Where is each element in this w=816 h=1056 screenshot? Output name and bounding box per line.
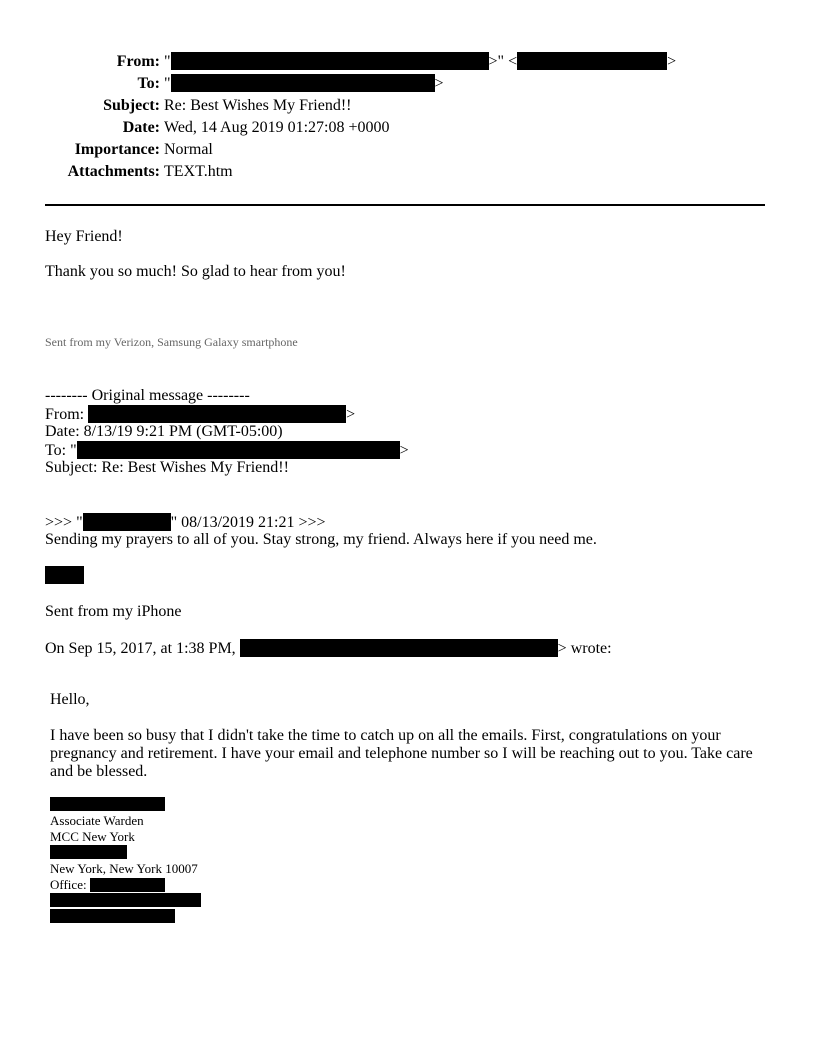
from-mid: >" < [488, 53, 518, 70]
redaction-bar [171, 74, 435, 92]
redaction-bar [88, 405, 346, 423]
from-row [0, 51, 816, 73]
reply-signature: Sent from my Verizon, Samsung Galaxy smartphone [45, 335, 298, 349]
header-divider [45, 204, 765, 206]
to-row [0, 73, 816, 95]
date-label: Date: [122, 119, 160, 136]
subject-row [0, 95, 816, 117]
importance-row [0, 139, 816, 161]
attachments-label: Attachments: [67, 163, 160, 180]
original-subject: Subject: Re: Best Wishes My Friend!! [45, 459, 289, 476]
redaction-bar [90, 878, 165, 892]
quoted-suffix: " 08/13/2019 21:21 >>> [170, 514, 326, 531]
importance-value: Normal [164, 141, 213, 158]
from-open-quote: " [164, 53, 171, 70]
attachments-row [0, 161, 816, 183]
redaction-bar [77, 441, 400, 459]
subject-label: Subject: [103, 97, 160, 114]
reply-greeting: Hey Friend! [45, 228, 123, 245]
quoted-on-prefix: On Sep 15, 2017, at 1:38 PM, [45, 640, 240, 657]
reply-message: Thank you so much! So glad to hear from you! [45, 263, 346, 280]
redaction-bar [517, 52, 667, 70]
email-header [0, 51, 816, 183]
redaction-bar [50, 845, 127, 859]
redaction-bar [50, 797, 165, 811]
quoted-on-suffix: > wrote: [557, 640, 612, 657]
date-value: Wed, 14 Aug 2019 01:27:08 +0000 [164, 119, 390, 136]
quoted-sent-from: Sent from my iPhone [45, 603, 182, 620]
original-from-label: From: [45, 406, 89, 423]
to-label: To: [137, 75, 160, 92]
quoted-message: Sending my prayers to all of you. Stay strong, my friend. Always here if you need me. [45, 531, 597, 548]
to-value [164, 73, 444, 95]
attachment-link[interactable]: TEXT.htm [164, 163, 233, 180]
to-open-quote: " [164, 75, 171, 92]
redaction-bar [50, 909, 175, 923]
original-to-label: To: " [45, 442, 77, 459]
redaction-bar [83, 513, 171, 531]
signature-org: MCC New York [50, 829, 135, 844]
signature-office [50, 877, 165, 893]
original-to-close: > [399, 442, 409, 459]
original-date: Date: 8/13/19 9:21 PM (GMT-05:00) [45, 423, 283, 440]
earlier-paragraph: I have been so busy that I didn't take the time to catch up on all the emails. First, congratulations on your pregnancy and retirement. I have your email and telephone number so I will be reaching out to you. Take care and be blessed. [50, 727, 753, 780]
original-from-close: > [346, 406, 356, 423]
quoted-header [45, 513, 326, 532]
from-value [164, 51, 676, 73]
signature-title: Associate Warden [50, 813, 144, 828]
subject-value: Re: Best Wishes My Friend!! [164, 97, 352, 114]
to-close: > [434, 75, 444, 92]
earlier-hello: Hello, [50, 691, 90, 708]
original-to [45, 441, 409, 460]
redaction-bar [50, 893, 201, 907]
quoted-on-line [45, 639, 612, 658]
date-row [0, 117, 816, 139]
signature-office-label: Office: [50, 877, 90, 892]
redaction-bar [45, 566, 84, 584]
original-from [45, 405, 355, 424]
quoted-prefix: >>> " [45, 514, 83, 531]
redaction-bar [171, 52, 489, 70]
from-close: > [667, 53, 677, 70]
original-divider: -------- Original message -------- [45, 387, 250, 404]
from-label: From: [116, 53, 160, 70]
redaction-bar [240, 639, 558, 657]
signature-city: New York, New York 10007 [50, 861, 198, 876]
importance-label: Importance: [74, 141, 160, 158]
